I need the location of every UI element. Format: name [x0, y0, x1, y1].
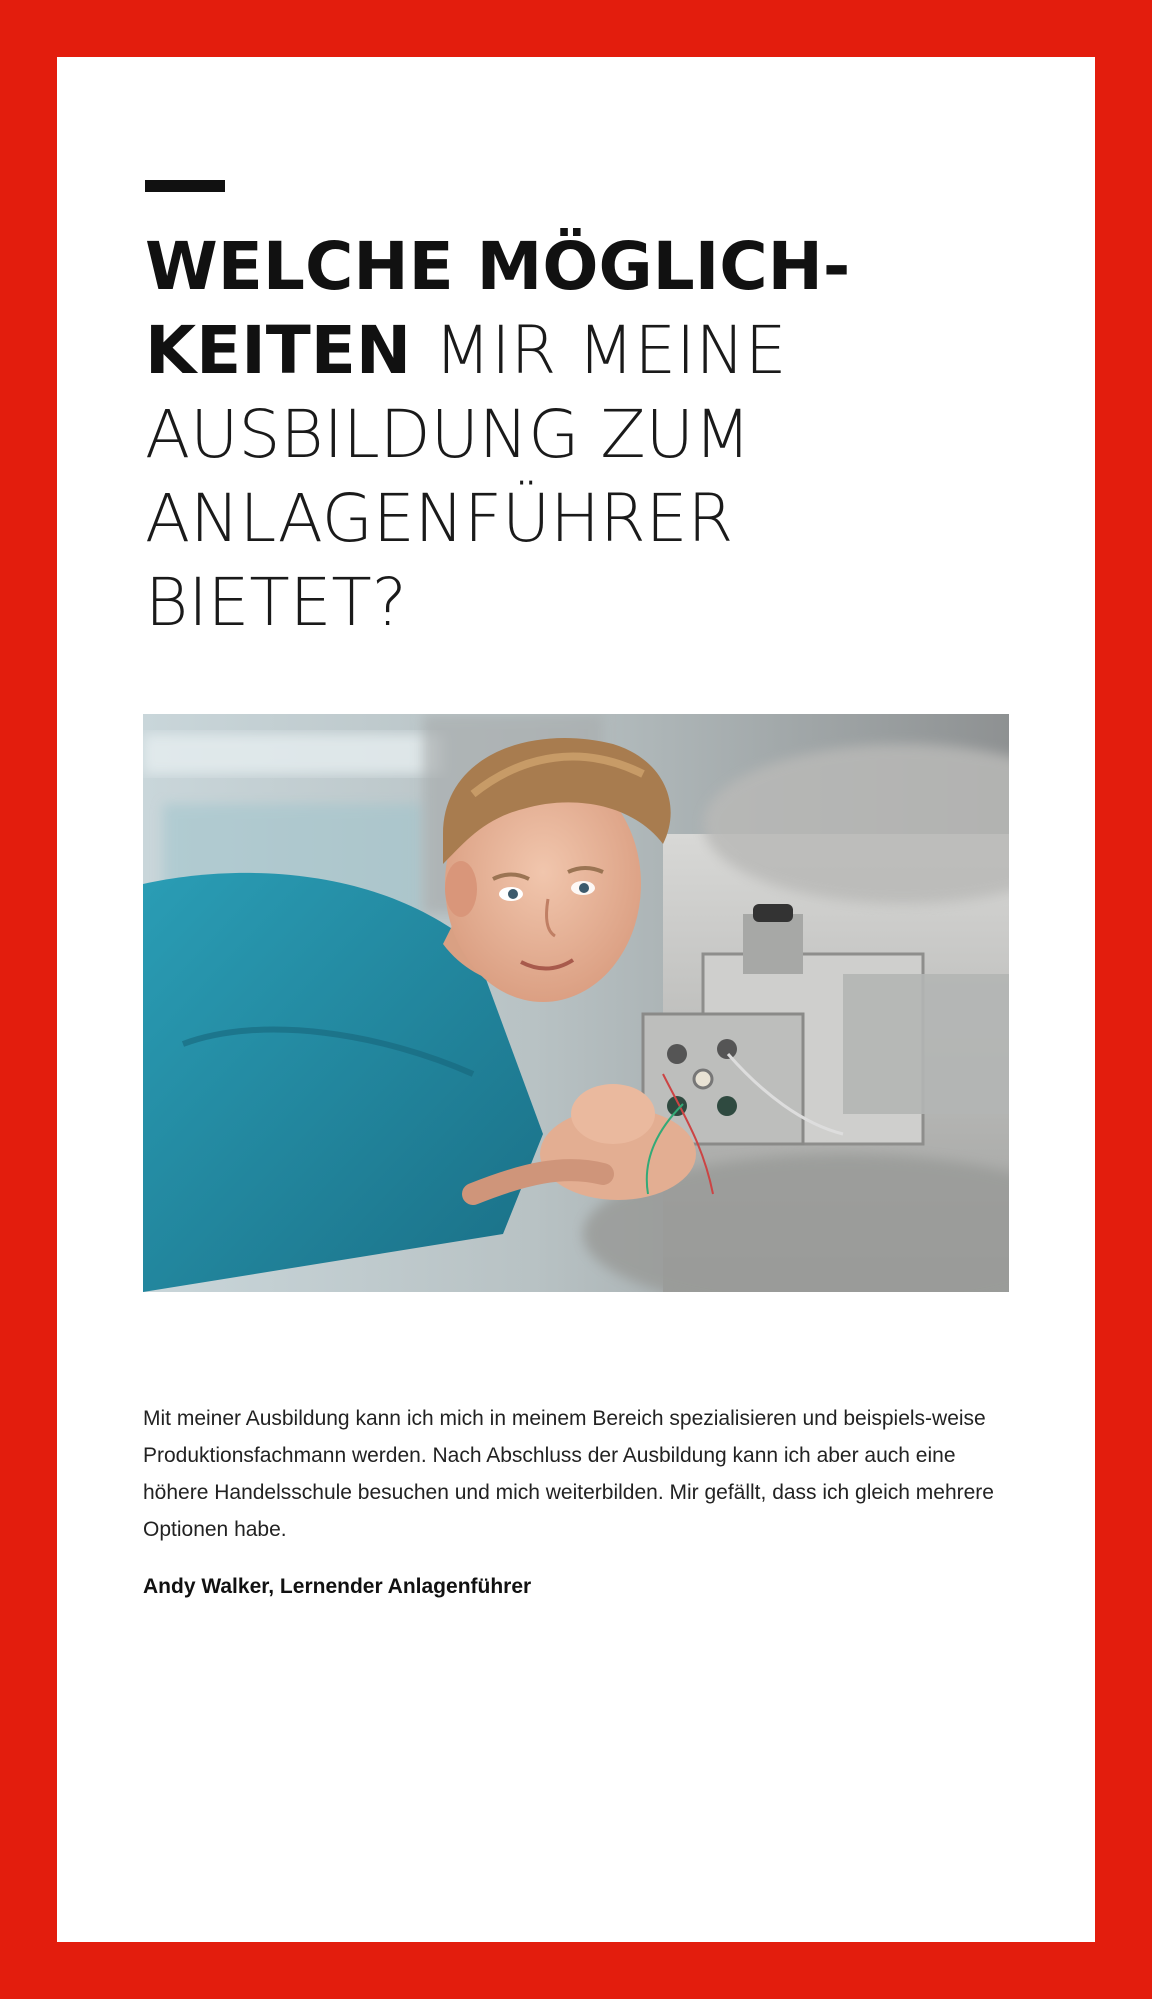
headline-line-1: WELCHE MÖGLICH- [145, 228, 851, 305]
headline [145, 225, 1045, 645]
page [57, 57, 1095, 1942]
apprentice-at-machine-illustration [143, 714, 1009, 1292]
quote-author: Andy Walker, Lernender Anlagenführer [143, 1575, 532, 1598]
headline-line-2: KEITEN MIR MEINE [145, 312, 787, 389]
headline-line-4: ANLAGENFÜHRER [145, 480, 734, 557]
apprentice-photo [143, 714, 1009, 1292]
headline-line-5: BIETET? [145, 564, 407, 641]
headline-line-3: AUSBILDUNG ZUM [145, 396, 751, 473]
quote-text: Mit meiner Ausbildung kann ich mich in meinem Bereich spezialisieren und beispiels-weise Produktionsfachmann werden. Nach Abschluss der Ausbildung kann ich aber auch eine höhere Handelsschule besuchen und mich weiterbilden. Mir gefällt, dass ich gleich mehrere Optionen habe. [143, 1407, 994, 1541]
accent-dash [145, 180, 225, 192]
